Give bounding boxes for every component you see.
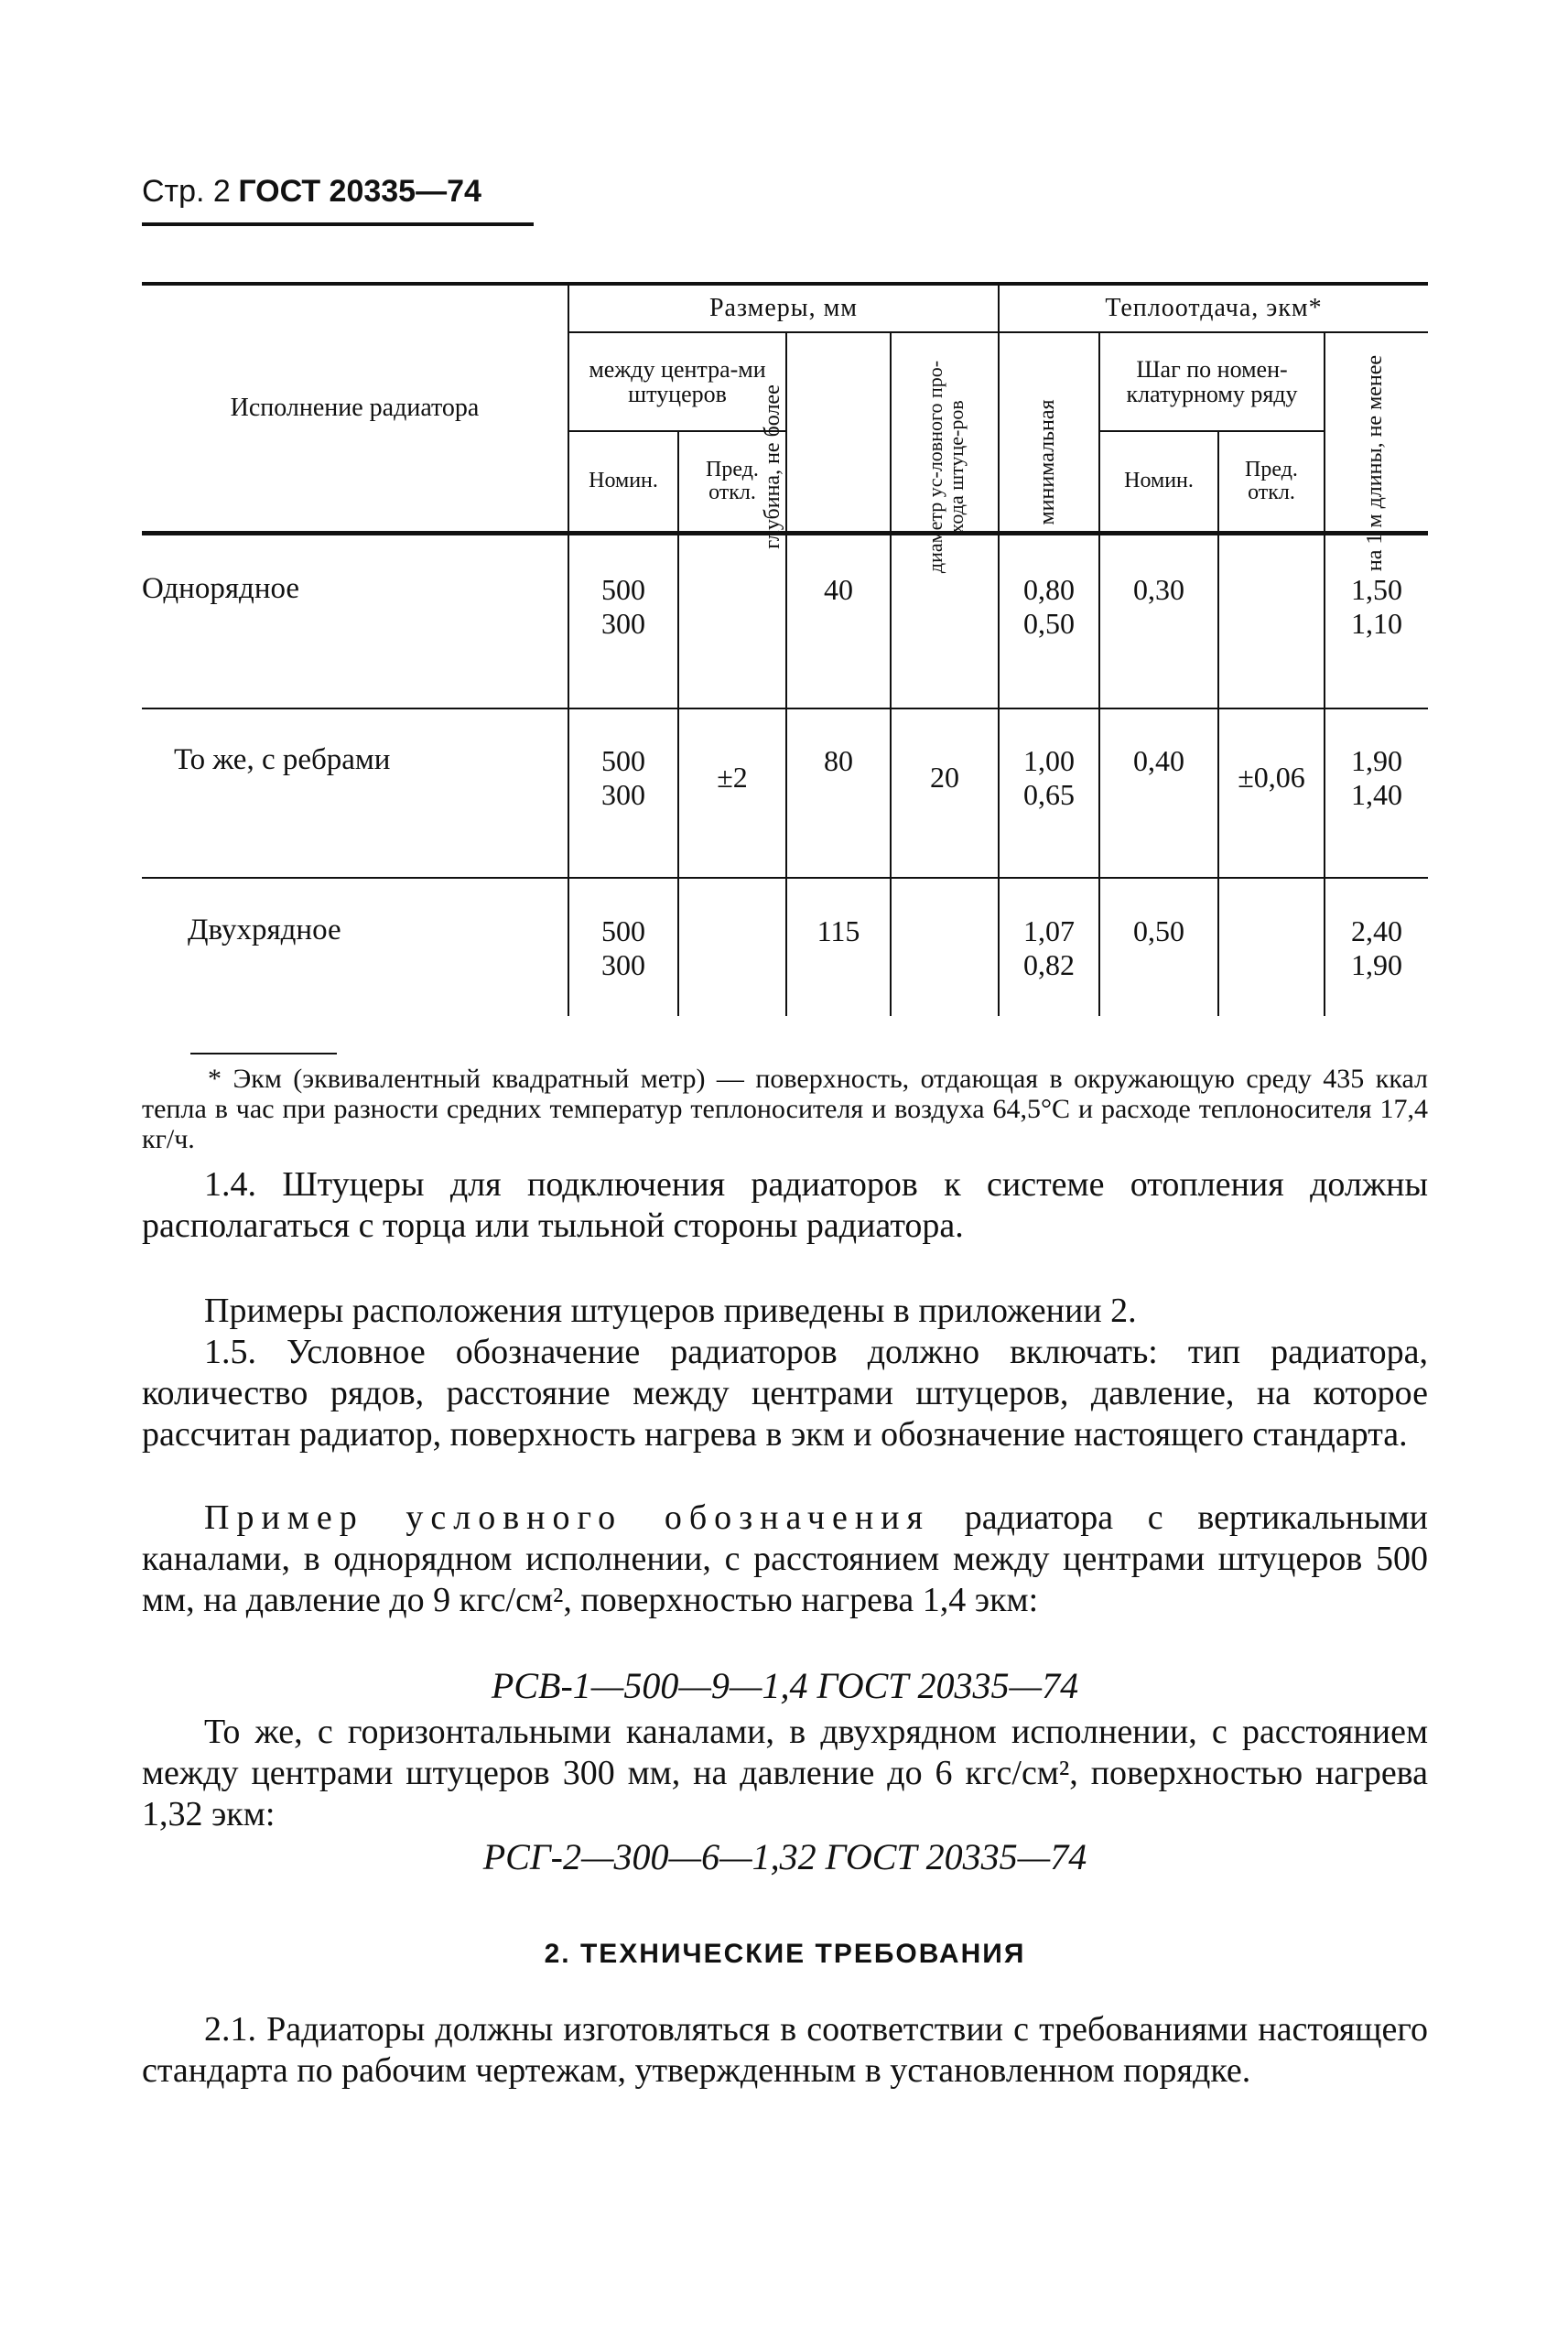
col-execution-header: Исполнение радиатора xyxy=(230,394,480,423)
nominal-header: Номин. xyxy=(589,469,658,493)
row3-nominal-a: 500 xyxy=(601,914,645,947)
page-number: Стр. 2 xyxy=(142,174,231,209)
row2-per-meter-b: 1,40 xyxy=(1351,778,1402,811)
step-nominal-header: Номин. xyxy=(1124,469,1194,493)
example-text: радиатора с вертикальными каналами, в однорядном исполнении, с расстоянием между центрами штуцеров 500 мм, на давление до 9 кгс/см², поверхностью нагрева 1,4 экм: xyxy=(142,1498,1429,1619)
row3-depth: 115 xyxy=(816,914,860,947)
designation-formula-2: РСГ-2—300—6—1,32 ГОСТ 20335—74 xyxy=(482,1836,1087,1877)
group-rule-sizes xyxy=(568,331,998,333)
row2-nominal-b: 300 xyxy=(601,778,645,811)
row1-per-meter-b: 1,10 xyxy=(1351,607,1402,640)
row3-per-meter-b: 1,90 xyxy=(1351,948,1402,981)
row2-step: 0,40 xyxy=(1133,744,1184,777)
row-name-double: Двухрядное xyxy=(188,914,341,946)
row1-per-meter-a: 1,50 xyxy=(1351,573,1402,606)
depth-header: глубина, не более xyxy=(761,384,785,549)
row1-nominal-a: 500 xyxy=(601,573,645,606)
row-name-single: Однорядное xyxy=(142,572,300,605)
deviation-header: Пред. откл. xyxy=(706,457,759,504)
row3-min-b: 0,82 xyxy=(1023,948,1075,981)
section-title: 2. ТЕХНИЧЕСКИЕ ТРЕБОВАНИЯ xyxy=(544,1939,1026,1969)
row2-min-a: 1,00 xyxy=(1023,744,1075,777)
header-rule xyxy=(142,222,534,226)
row1-min-a: 0,80 xyxy=(1023,573,1075,606)
step-deviation-value: ±0,06 xyxy=(1238,761,1305,794)
designation-formula-1: РСВ-1—500—9—1,4 ГОСТ 20335—74 xyxy=(491,1665,1079,1706)
step-deviation-header: Пред. откл. xyxy=(1245,457,1298,504)
paragraph-same: То же, с горизонтальными каналами, в двухрядном исполнении, с расстоянием между центрами штуцеров 300 мм, на давление до 6 кгс/см², поверхностью нагрева 1,32 экм: xyxy=(142,1713,1428,1833)
row1-depth: 40 xyxy=(824,573,853,606)
vrule-5 xyxy=(998,284,1000,1016)
footnote-rule xyxy=(190,1053,337,1054)
group-heat-header: Теплоотдача, экм* xyxy=(1105,294,1323,323)
row-name-ribbed: То же, с ребрами xyxy=(174,743,391,776)
row3-per-meter-a: 2,40 xyxy=(1351,914,1402,947)
paragraph-example xyxy=(142,1498,1428,1621)
diameter-header: диаметр ус-ловного про-хода штуце-ров xyxy=(923,360,968,574)
diameter-value: 20 xyxy=(930,761,959,794)
row1-step: 0,30 xyxy=(1133,573,1184,606)
row1-min-b: 0,50 xyxy=(1023,607,1075,640)
per-meter-header: на 1 м длины, не менее xyxy=(1363,354,1388,572)
paragraph-2-1: 2.1. Радиаторы должны изготовляться в соответствии с требованиями настоящего стандарта по рабочим чертежам, утвержденным в установленном порядке. xyxy=(142,2010,1428,2090)
minimal-header: минимальная xyxy=(1035,399,1060,525)
row3-step: 0,50 xyxy=(1133,914,1184,947)
standard-number: ГОСТ 20335—74 xyxy=(238,174,481,209)
row3-min-a: 1,07 xyxy=(1023,914,1075,947)
row1-nominal-b: 300 xyxy=(601,607,645,640)
vrule-1 xyxy=(568,284,569,1016)
row3-nominal-b: 300 xyxy=(601,948,645,981)
group-rule-heat xyxy=(998,331,1428,333)
row2-min-b: 0,65 xyxy=(1023,778,1075,811)
row2-per-meter-a: 1,90 xyxy=(1351,744,1402,777)
paragraph-1-4: 1.4. Штуцеры для подключения радиаторов к системе отопления должны располагаться с торца или тыльной стороны радиатора. xyxy=(142,1165,1428,1245)
deviation-value: ±2 xyxy=(717,761,748,794)
step-header: Шаг по номен-клатурному ряду xyxy=(1126,355,1298,407)
running-head xyxy=(142,174,481,210)
between-centers-header: между центра-ми штуцеров xyxy=(589,355,766,407)
group-sizes-header: Размеры, мм xyxy=(708,294,859,323)
example-lead: Пример условного обозначения xyxy=(204,1498,930,1537)
vrule-4 xyxy=(890,331,892,1016)
footnote: * Экм (эквивалентный квадратный метр) — поверхность, отдающая в окружающую среду 435 ккал тепла в час при разности средних температур теплоносителя и воздуха 64,5°С и расходе теплоносителя 17,4 кг/ч. xyxy=(142,1064,1428,1154)
row2-depth: 80 xyxy=(824,744,853,777)
paragraph-examples: Примеры расположения штуцеров приведены в приложении 2. xyxy=(204,1292,1137,1330)
paragraph-1-5: 1.5. Условное обозначение радиаторов должно включать: тип радиатора, количество рядов, расстояние между центрами штуцеров, давление, на которое рассчитан радиатор, поверхность нагрева в экм и обозначение настоящего стандарта. xyxy=(142,1333,1428,1454)
row2-nominal-a: 500 xyxy=(601,744,645,777)
